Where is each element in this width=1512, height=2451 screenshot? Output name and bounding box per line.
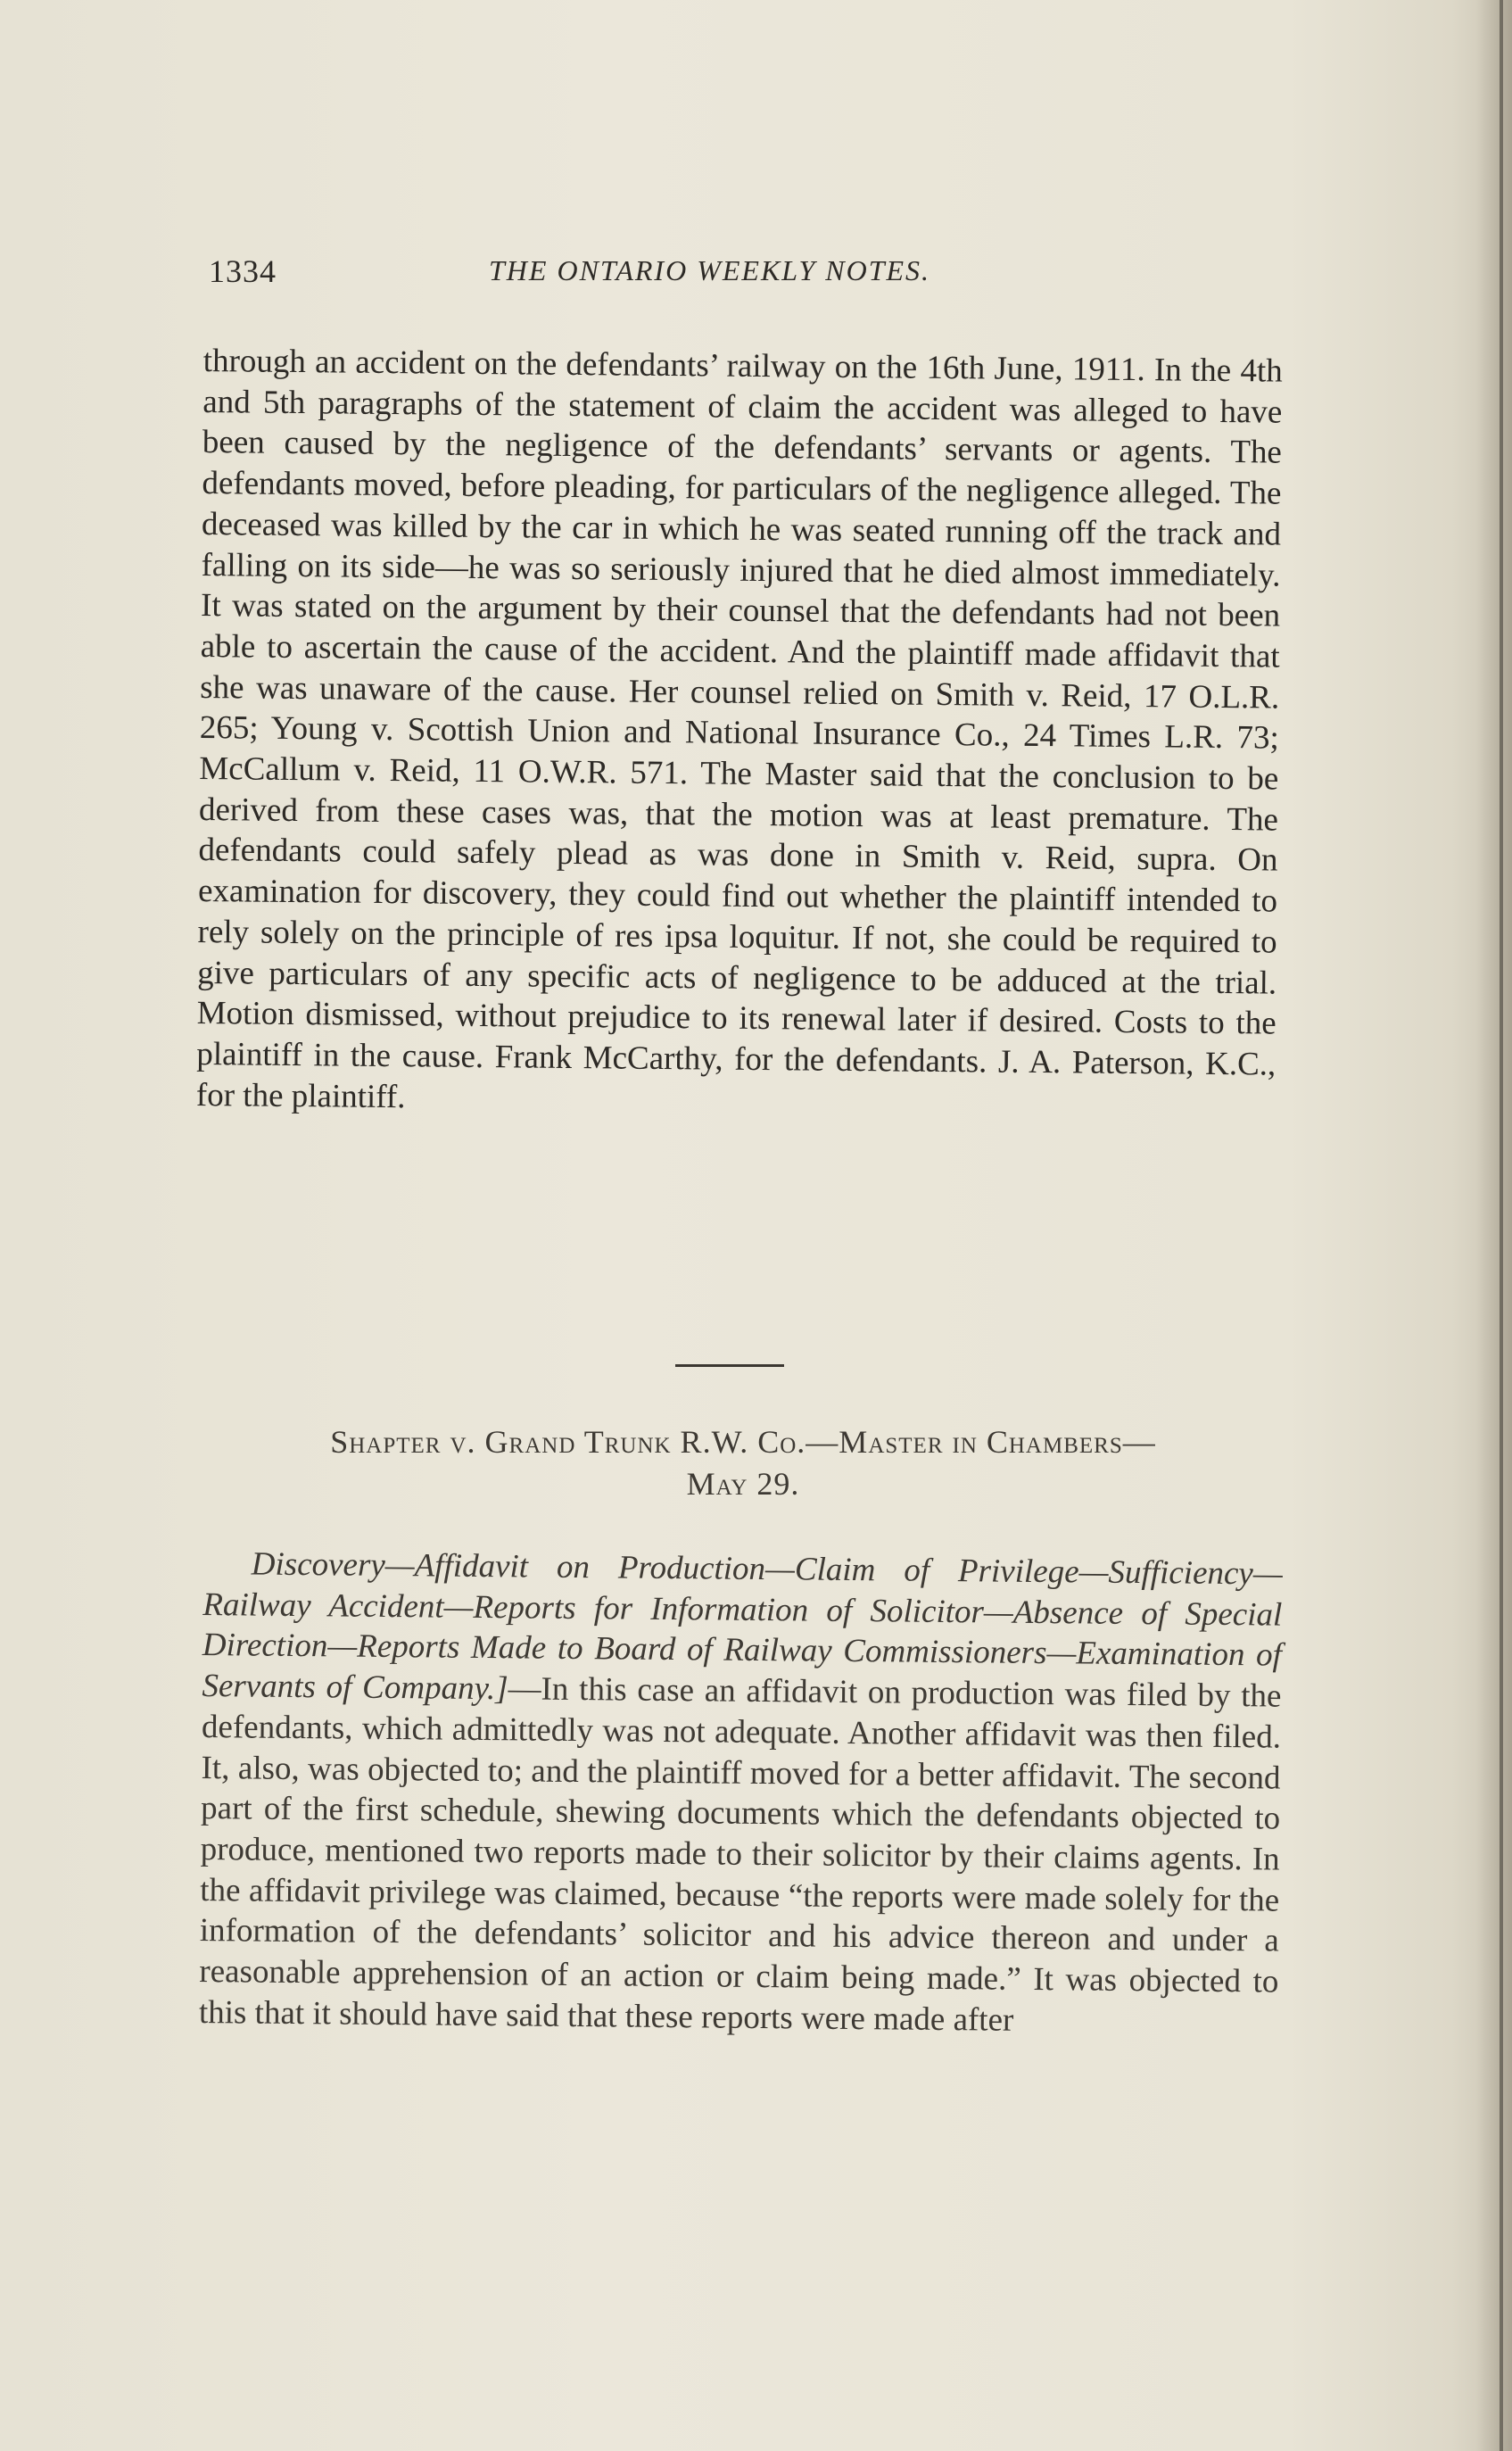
paragraph-text: through an accident on the defendants’ railway on the 16th June, 1911. In the 4th and 5th paragraphs of the statement of claim the accident was alleged to have been caused by the negligence of the defendants’ servants or agents. The defendants moved, before pleading, for particulars of the negligence alleged. The deceased was killed by the car in which he was seated running off the track and falling on its side—he was so seriously injured that he died almost immediately. It was stated on the argument by their counsel that the defendants had not been able to ascertain the cause of the accident. And the plaintiff made affidavit that she was unaware of the cause. Her counsel relied on Smith v. Reid, 17 O.L.R. 265; Young v. Scottish Union and National Insurance Co., 24 Times L.R. 73; McCallum v. Reid, 11 O.W.R. 571. The Master said that the conclusion to be derived from these cases was, that the motion was at least premature. The defendants could safely plead as was done in Smith v. Reid, supra. On examination for discovery, they could find out whether the plaintiff intended to rely solely on the principle of res ipsa loquitur. If not, she could be required to give particulars of any specific acts of negligence to be adduced at the trial. Motion dismissed, without prejudice to its renewal later if desired. Costs to the plaintiff in the cause. Frank McCarthy, for the defendants. J. A. Paterson, K.C., for the plaintiff. (195, 342, 1283, 1115)
case-title-line-1: Shapter v. Grand Trunk R.W. Co.—Master in Chambers— (330, 1424, 1156, 1460)
case-title-line-2: May 29. (686, 1466, 800, 1502)
running-head: THE ONTARIO WEEKLY NOTES. (489, 254, 931, 286)
binding-edge (1500, 0, 1503, 2451)
page-edge-shadow (1476, 0, 1512, 2451)
case-title (203, 1421, 1283, 1505)
headnote: Discovery—Affidavit on Production—Claim of Privilege—Sufficiency—Railway Accident—Reports for Information of Solicitor—Absence of Special Direction—Reports Made to Board of Railway Commissioners—Examination of Servants of Company.] (202, 1545, 1283, 1708)
case-body-text: —In this case an affidavit on production was filed by the defendants, which admittedly was not adequate. Another affidavit was then filed. It, also, was objected to; and the plaintiff moved for a better affidavit. The second part of the first schedule, shewing documents which the defendants objected to produce, mentioned two reports made to their solicitor by their claims agents. In the affidavit privilege was claimed, because “the reports were made solely for the information of the defendants’ solicitor and his advice thereon and under a reasonable apprehension of an action or claim being made.” It was objected to this that it should have said that these reports were made after (198, 1670, 1282, 2039)
headnote-paragraph (199, 1544, 1283, 2043)
case-report-paragraph (199, 1544, 1283, 2043)
page-number: 1334 (209, 253, 277, 289)
section-separator (675, 1364, 784, 1367)
body-paragraph-continued (196, 341, 1283, 1126)
page-header (209, 253, 1279, 297)
